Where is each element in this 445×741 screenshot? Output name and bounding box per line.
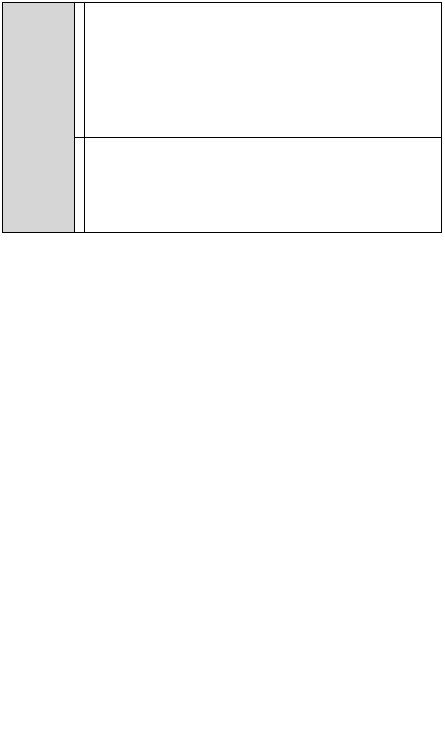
io-row-camera	[3, 3, 442, 138]
spec-table	[2, 2, 442, 233]
io-label	[3, 3, 75, 233]
camera-head-spec	[85, 3, 442, 138]
controller-spec	[85, 138, 442, 233]
io-section	[3, 3, 442, 233]
camera-head-label	[75, 3, 85, 138]
controller-label	[75, 138, 85, 233]
